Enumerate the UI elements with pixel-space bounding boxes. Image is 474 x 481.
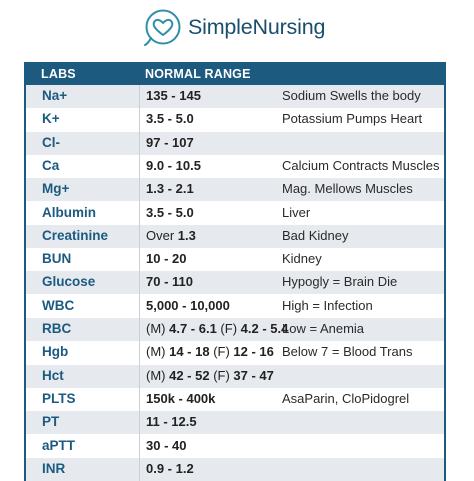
normal-range bbox=[146, 414, 197, 429]
mnemonic-note: Sodium Swells the body bbox=[282, 88, 421, 103]
range-prefix: Over bbox=[146, 227, 178, 243]
lab-name: Mg+ bbox=[42, 181, 70, 197]
normal-range bbox=[146, 205, 194, 220]
lab-name: Na+ bbox=[42, 88, 68, 103]
normal-range bbox=[146, 88, 201, 103]
header-labs: LABS bbox=[41, 67, 76, 81]
lab-name: PLTS bbox=[42, 390, 76, 406]
mnemonic-note: Liver bbox=[282, 204, 311, 220]
table-row bbox=[26, 202, 444, 225]
range-value: 135 - 145 bbox=[146, 88, 201, 103]
normal-range bbox=[146, 228, 196, 243]
lab-name: BUN bbox=[42, 251, 72, 267]
normal-range bbox=[146, 344, 274, 359]
table-row bbox=[26, 435, 444, 458]
table-row bbox=[26, 388, 444, 411]
range-value: 4.2 - 5.4 bbox=[240, 321, 289, 336]
mnemonic-note: Low = Anemia bbox=[282, 321, 365, 336]
normal-range bbox=[146, 461, 194, 476]
table-row bbox=[26, 365, 444, 388]
range-value: 70 - 110 bbox=[146, 274, 193, 290]
range-sex-label: (M) bbox=[146, 344, 170, 360]
normal-range bbox=[146, 438, 186, 453]
mnemonic-note: Calcium Contracts Muscles bbox=[282, 157, 440, 173]
table-row bbox=[26, 341, 444, 364]
range-value: 1.3 - 2.1 bbox=[146, 181, 194, 197]
range-sex-label: (F) bbox=[209, 367, 234, 383]
lab-name: WBC bbox=[42, 297, 75, 313]
mnemonic-note: Kidney bbox=[282, 251, 322, 267]
lab-name: aPTT bbox=[42, 437, 76, 453]
table-row bbox=[26, 295, 444, 318]
range-sex-label: (F) bbox=[209, 344, 234, 360]
table-border-left bbox=[24, 62, 26, 481]
range-value: 1.3 bbox=[177, 227, 196, 243]
range-value: 30 - 40 bbox=[146, 437, 187, 453]
range-value: 42 - 52 bbox=[169, 367, 210, 383]
table-row bbox=[26, 155, 444, 178]
lab-name: Cl- bbox=[42, 134, 60, 150]
table-header bbox=[24, 62, 446, 85]
range-value: 11 - 12.5 bbox=[146, 414, 197, 430]
lab-name: RBC bbox=[42, 321, 72, 336]
range-value: 14 - 18 bbox=[169, 344, 210, 360]
range-value: 5,000 - 10,000 bbox=[146, 297, 230, 313]
table-row bbox=[26, 132, 444, 155]
normal-range bbox=[146, 274, 193, 289]
range-sex-label: (F) bbox=[216, 321, 241, 336]
table-row bbox=[26, 318, 444, 341]
table-border-right bbox=[444, 62, 446, 481]
mnemonic-note: Below 7 = Blood Trans bbox=[282, 344, 413, 360]
range-value: 9.0 - 10.5 bbox=[146, 157, 201, 173]
table-row bbox=[26, 458, 444, 481]
brand-logo bbox=[0, 6, 474, 46]
normal-range bbox=[146, 321, 288, 336]
table-row bbox=[26, 85, 444, 108]
range-value: 4.7 - 6.1 bbox=[169, 321, 217, 336]
normal-range bbox=[146, 111, 194, 126]
normal-range bbox=[146, 135, 194, 150]
lab-name: PT bbox=[42, 414, 60, 430]
lab-name: Ca bbox=[42, 157, 60, 173]
lab-values-table bbox=[24, 62, 446, 481]
lab-name: Hgb bbox=[42, 344, 69, 360]
lab-name: K+ bbox=[42, 111, 60, 127]
normal-range bbox=[146, 298, 230, 313]
range-value: 150k - 400k bbox=[146, 390, 216, 406]
mnemonic-note: High = Infection bbox=[282, 297, 373, 313]
range-value: 37 - 47 bbox=[233, 367, 274, 383]
normal-range bbox=[146, 368, 274, 383]
normal-range bbox=[146, 181, 194, 196]
mnemonic-note: AsaParin, CloPidogrel bbox=[282, 390, 410, 406]
range-value: 3.5 - 5.0 bbox=[146, 111, 194, 127]
lab-name: INR bbox=[42, 460, 66, 476]
normal-range bbox=[146, 251, 186, 266]
mnemonic-note: Potassium Pumps Heart bbox=[282, 111, 423, 127]
lab-name: Glucose bbox=[42, 274, 96, 290]
range-sex-label: (M) bbox=[146, 321, 170, 336]
table-row bbox=[26, 411, 444, 434]
range-value: 0.9 - 1.2 bbox=[146, 460, 194, 476]
range-value: 97 - 107 bbox=[146, 134, 194, 150]
mnemonic-note: Bad Kidney bbox=[282, 227, 349, 243]
column-divider bbox=[139, 85, 140, 481]
table-row bbox=[26, 178, 444, 201]
normal-range bbox=[146, 158, 201, 173]
table-row bbox=[26, 248, 444, 271]
table-row bbox=[26, 271, 444, 294]
normal-range bbox=[146, 391, 215, 406]
header-normal-range: NORMAL RANGE bbox=[145, 67, 251, 81]
table-row bbox=[26, 225, 444, 248]
range-value: 10 - 20 bbox=[146, 251, 187, 267]
lab-name: Creatinine bbox=[42, 227, 109, 243]
stethoscope-heart-icon bbox=[143, 8, 183, 46]
mnemonic-note: Mag. Mellows Muscles bbox=[282, 181, 413, 197]
range-sex-label: (M) bbox=[146, 367, 170, 383]
lab-name: Albumin bbox=[42, 204, 96, 220]
lab-name: Hct bbox=[42, 367, 64, 383]
range-value: 12 - 16 bbox=[233, 344, 274, 360]
table-row bbox=[26, 108, 444, 131]
range-value: 3.5 - 5.0 bbox=[146, 204, 194, 220]
brand-name: SimpleNursing bbox=[188, 15, 326, 39]
mnemonic-note: Hypogly = Brain Die bbox=[282, 274, 398, 290]
